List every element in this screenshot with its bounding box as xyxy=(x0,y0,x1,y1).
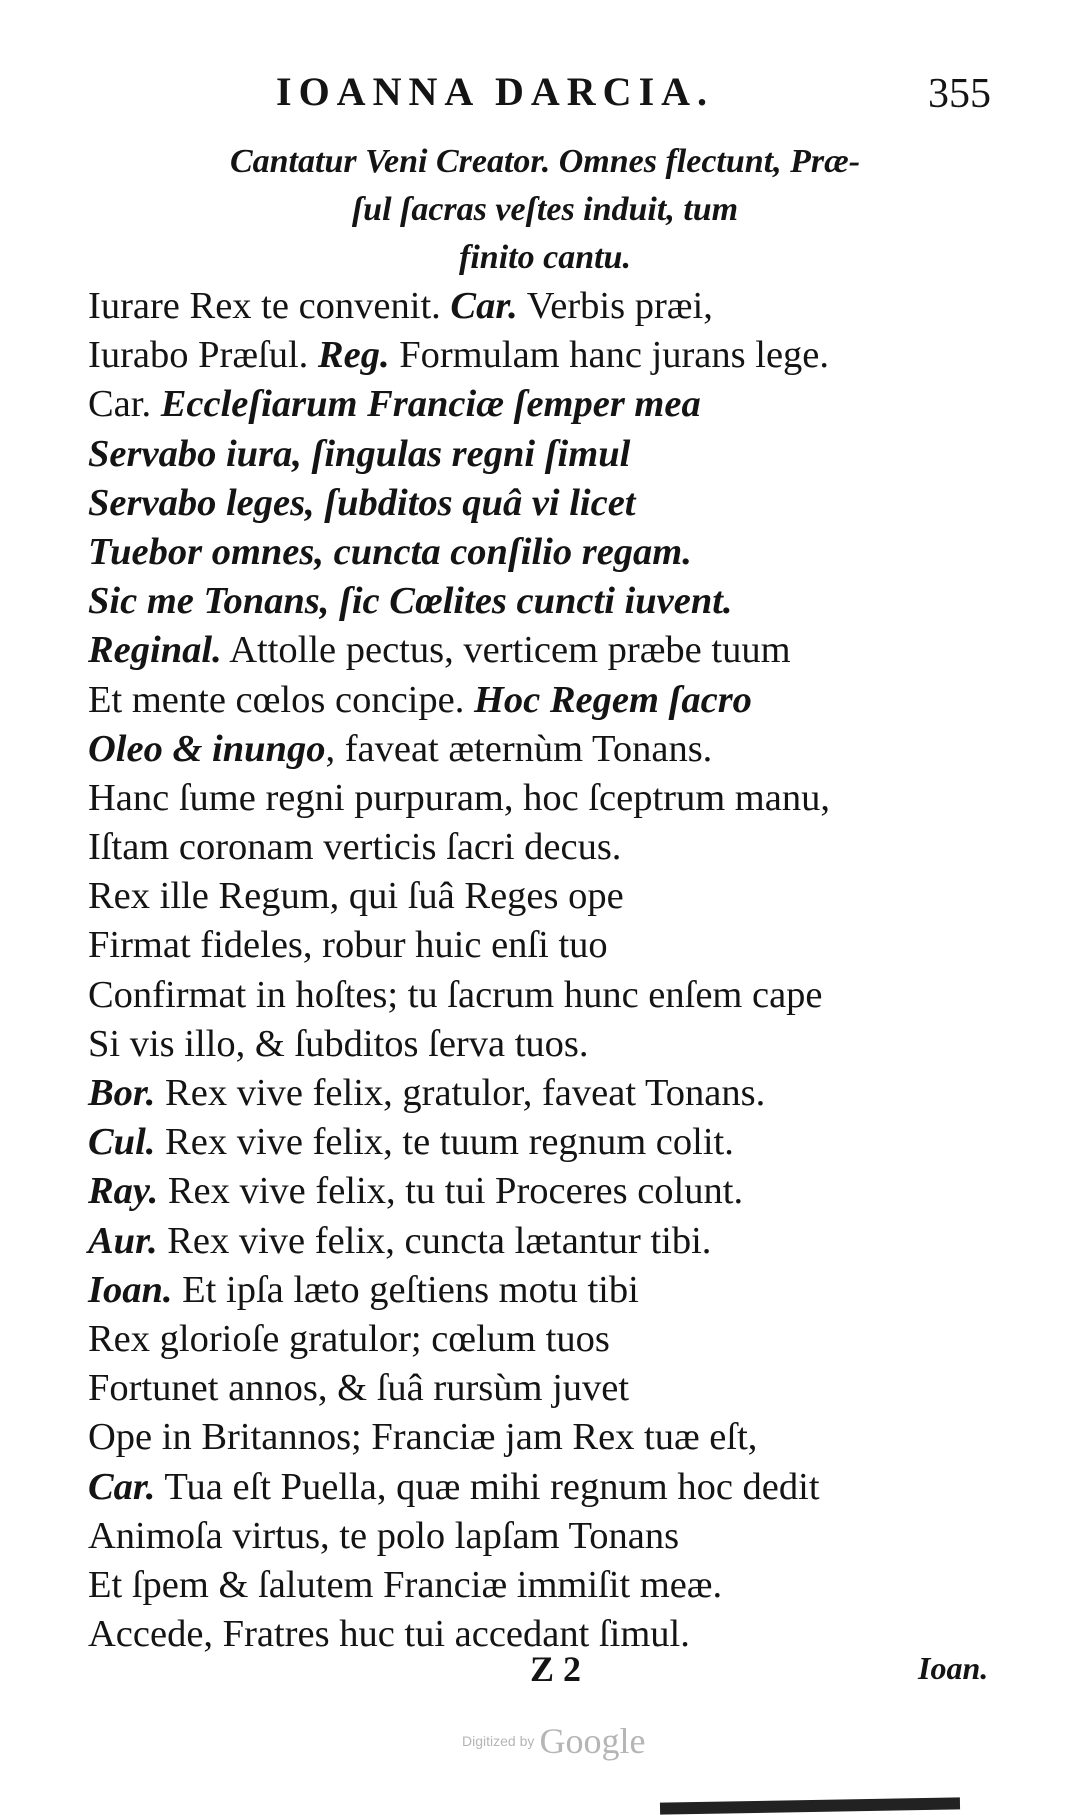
verse-block xyxy=(88,282,988,1659)
verse-line xyxy=(88,577,988,626)
verse-line xyxy=(88,1069,988,1118)
verse-line xyxy=(88,1561,988,1610)
verse-text: Rex ille Regum, qui ſuâ Reges ope xyxy=(88,875,624,918)
verse-italic-text: Servabo iura, ſingulas regni ſimul xyxy=(88,432,631,475)
verse-text: Rex vive felix, gratulor, faveat Tonans. xyxy=(155,1072,766,1114)
stage-direction-line: Cantatur Veni Creator. Omnes flectunt, Præ- xyxy=(229,143,861,180)
verse-line xyxy=(88,774,988,823)
verse-text: Et mente cœlos concipe. xyxy=(88,678,474,721)
verse-text: Accede, Fratres huc tui accedant ſimul. xyxy=(88,1613,690,1656)
speaker-name: Cul. xyxy=(88,1121,156,1164)
verse-text: Formulam hanc jurans lege. xyxy=(389,334,830,377)
verse-text: Si vis illo, & ſubditos ſerva tuos. xyxy=(88,1022,589,1065)
verse-text: Ope in Britannos; Franciæ jam Rex tuæ eſt, xyxy=(88,1416,758,1459)
verse-italic-text: Oleo & inungo xyxy=(88,727,326,770)
speaker-name: Car. xyxy=(88,1465,156,1508)
running-title: IOANNA DARCIA. xyxy=(276,69,715,114)
verse-text: Hanc ſume regni purpuram, hoc ſceptrum manu, xyxy=(88,776,830,819)
page-edge-shadow xyxy=(660,1797,960,1814)
verse-text: , faveat æternùm Tonans. xyxy=(325,727,713,770)
verse-text: Fortunet annos, & ſuâ rursùm juvet xyxy=(88,1367,630,1410)
verse-line xyxy=(88,282,988,331)
verse-line xyxy=(88,626,988,675)
verse-line xyxy=(88,1413,988,1462)
verse-line xyxy=(88,1266,988,1315)
verse-text: Rex vive felix, tu tui Proceres colunt. xyxy=(158,1170,744,1213)
verse-italic-text: Sic me Tonans, ſic Cœlites cuncti iuvent. xyxy=(88,580,733,623)
verse-line xyxy=(88,725,988,774)
verse-italic-text: Car. xyxy=(450,285,518,327)
verse-text: Iurare Rex te convenit. xyxy=(88,285,451,327)
stage-direction-line: ſul ſacras veſtes induit, tum xyxy=(351,191,739,228)
stage-direction-line: finito cantu. xyxy=(459,239,631,276)
verse-line xyxy=(88,971,988,1020)
verse-line xyxy=(88,1315,988,1364)
verse-line xyxy=(88,1167,988,1216)
verse-italic-text: Eccleſiarum Franciæ ſemper mea xyxy=(160,383,701,426)
verse-text: Animoſa virtus, te polo lapſam Tonans xyxy=(88,1514,680,1557)
speaker-name: Ioan. xyxy=(88,1268,173,1311)
verse-line xyxy=(88,676,988,725)
verse-line xyxy=(88,331,988,380)
verse-line xyxy=(88,1118,988,1167)
speaker-name: Aur. xyxy=(88,1219,158,1262)
verse-line xyxy=(88,1217,988,1266)
verse-line xyxy=(88,823,988,872)
verse-text: Car. xyxy=(88,383,161,426)
signature-mark: Z 2 xyxy=(530,1649,582,1689)
stage-direction xyxy=(150,138,940,282)
verse-line xyxy=(88,872,988,921)
verse-text: Iurabo Præſul. xyxy=(88,334,318,377)
verse-italic-text: Reg. xyxy=(317,334,390,377)
verse-text: Firmat fideles, robur huic enſi tuo xyxy=(88,924,608,967)
verse-text: Et ipſa læto geſtiens motu tibi xyxy=(172,1268,639,1311)
verse-line xyxy=(88,1020,988,1069)
verse-italic-text: Hoc Regem ſacro xyxy=(473,678,752,721)
speaker-name: Reginal. xyxy=(88,629,222,672)
catchword: Ioan. xyxy=(918,1650,989,1686)
digitized-by-watermark xyxy=(462,1720,645,1762)
verse-line xyxy=(88,1364,988,1413)
verse-line xyxy=(88,380,988,429)
verse-text: Attolle pectus, verticem præbe tuum xyxy=(221,629,791,672)
page-number: 355 xyxy=(928,71,991,117)
verse-text: Confirmat in hoſtes; tu ſacrum hunc enſem cape xyxy=(88,973,823,1016)
google-logo: Google xyxy=(539,1721,646,1761)
verse-text: Iſtam coronam verticis ſacri decus. xyxy=(88,826,622,869)
verse-text: Tua eſt Puella, quæ mihi regnum hoc dedit xyxy=(155,1465,820,1508)
verse-italic-text: Servabo leges, ſubditos quâ vi licet xyxy=(88,481,636,524)
speaker-name: Bor. xyxy=(88,1072,156,1114)
verse-text: Rex vive felix, cuncta lætantur tibi. xyxy=(157,1219,712,1262)
verse-text: Rex glorioſe gratulor; cœlum tuos xyxy=(88,1317,610,1360)
verse-line xyxy=(88,430,988,479)
speaker-name: Ray. xyxy=(88,1170,159,1213)
verse-line xyxy=(88,479,988,528)
verse-line xyxy=(88,1512,988,1561)
running-head xyxy=(0,68,1092,128)
digitized-prefix: Digitized by xyxy=(462,1733,535,1749)
verse-line xyxy=(88,528,988,577)
verse-text: Et ſpem & ſalutem Franciæ immiſit meæ. xyxy=(88,1563,723,1606)
verse-italic-text: Tuebor omnes, cuncta conſilio regam. xyxy=(88,530,692,573)
verse-line xyxy=(88,1463,988,1512)
verse-line xyxy=(88,921,988,970)
verse-text: Verbis præi, xyxy=(517,285,713,327)
verse-text: Rex vive felix, te tuum regnum colit. xyxy=(155,1121,734,1164)
